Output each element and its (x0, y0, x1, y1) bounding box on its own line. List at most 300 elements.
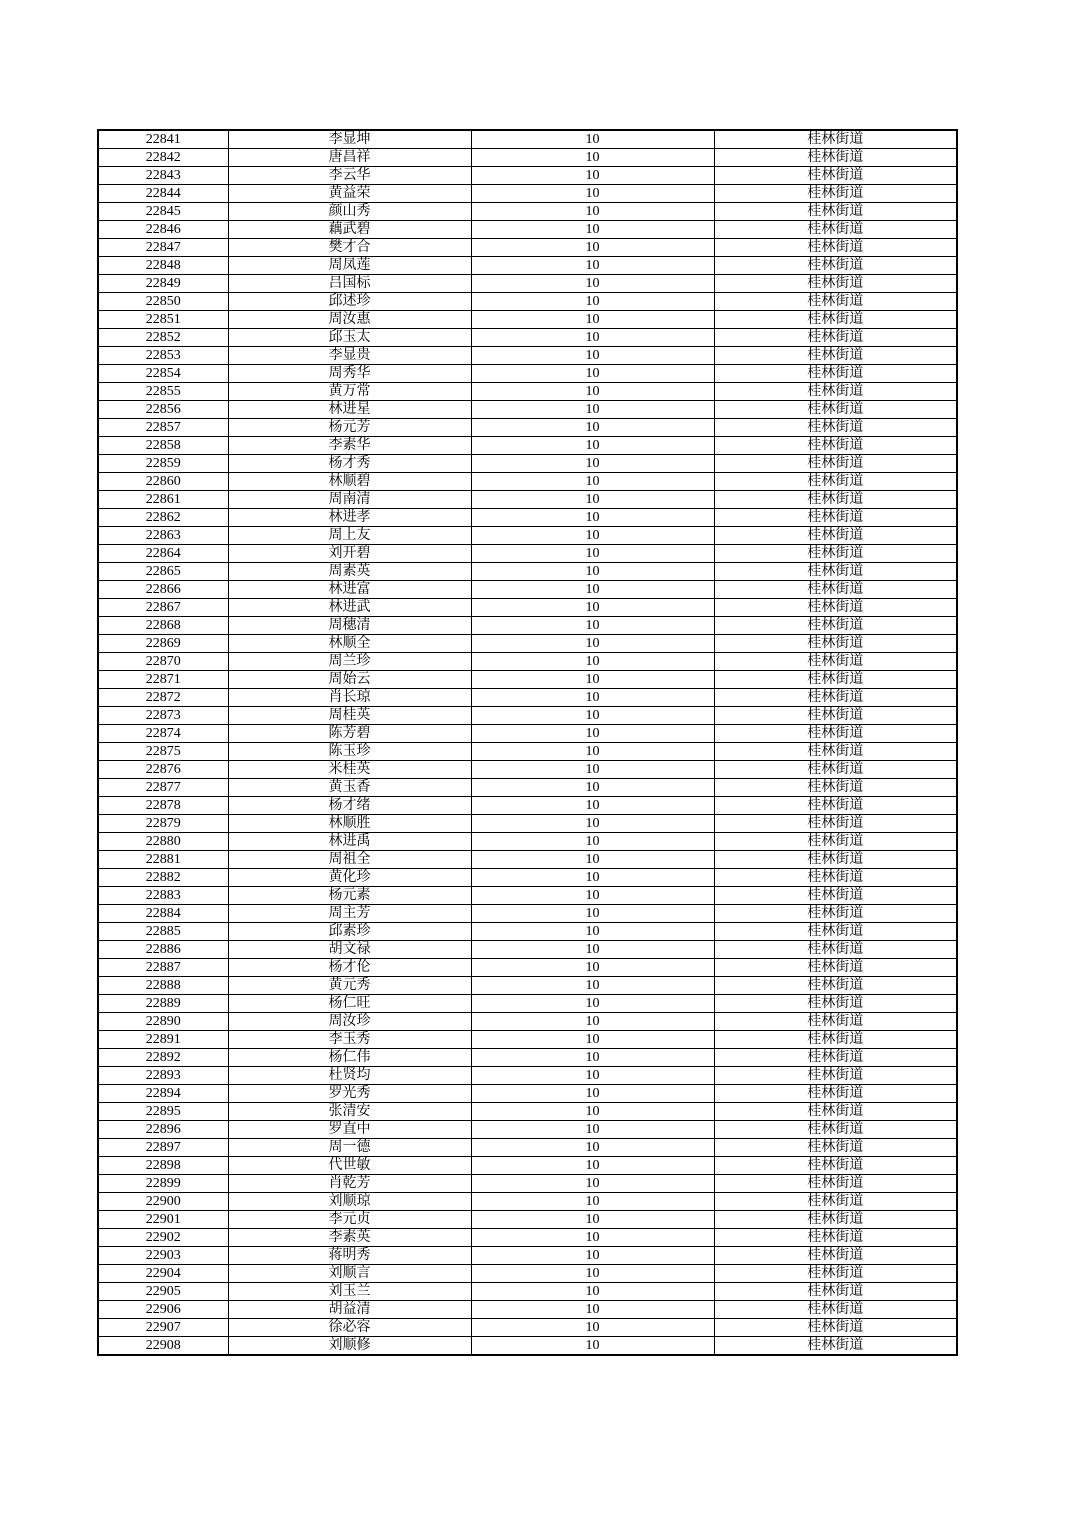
table-row (98, 617, 957, 635)
record-number-cell: 22841 (98, 130, 228, 149)
subdistrict-cell: 桂林街道 (714, 761, 957, 779)
record-number-cell: 22870 (98, 653, 228, 671)
table-row (98, 797, 957, 815)
amount-cell: 10 (471, 1211, 714, 1229)
amount-cell: 10 (471, 761, 714, 779)
record-number-cell: 22889 (98, 995, 228, 1013)
table-row (98, 383, 957, 401)
name-cell: 林进禹 (228, 833, 471, 851)
record-number-cell: 22884 (98, 905, 228, 923)
subdistrict-cell: 桂林街道 (714, 185, 957, 203)
amount-cell: 10 (471, 473, 714, 491)
name-cell: 杨才秀 (228, 455, 471, 473)
table-body (98, 130, 957, 1355)
subdistrict-cell: 桂林街道 (714, 1049, 957, 1067)
amount-cell: 10 (471, 383, 714, 401)
subdistrict-cell: 桂林街道 (714, 1067, 957, 1085)
name-cell: 周南清 (228, 491, 471, 509)
table-row (98, 221, 957, 239)
name-cell: 樊才合 (228, 239, 471, 257)
subdistrict-cell: 桂林街道 (714, 293, 957, 311)
subdistrict-cell: 桂林街道 (714, 995, 957, 1013)
record-number-cell: 22844 (98, 185, 228, 203)
name-cell: 杜贤均 (228, 1067, 471, 1085)
subdistrict-cell: 桂林街道 (714, 869, 957, 887)
subdistrict-cell: 桂林街道 (714, 1301, 957, 1319)
table-row (98, 1049, 957, 1067)
table-row (98, 1067, 957, 1085)
name-cell: 刘开碧 (228, 545, 471, 563)
name-cell: 周始云 (228, 671, 471, 689)
amount-cell: 10 (471, 437, 714, 455)
subdistrict-cell: 桂林街道 (714, 779, 957, 797)
name-cell: 林顺碧 (228, 473, 471, 491)
subdistrict-cell: 桂林街道 (714, 149, 957, 167)
amount-cell: 10 (471, 1085, 714, 1103)
name-cell: 刘顺言 (228, 1265, 471, 1283)
subdistrict-cell: 桂林街道 (714, 905, 957, 923)
record-number-cell: 22902 (98, 1229, 228, 1247)
amount-cell: 10 (471, 257, 714, 275)
table-row (98, 833, 957, 851)
subdistrict-cell: 桂林街道 (714, 1013, 957, 1031)
subdistrict-cell: 桂林街道 (714, 671, 957, 689)
amount-cell: 10 (471, 959, 714, 977)
subdistrict-cell: 桂林街道 (714, 707, 957, 725)
amount-cell: 10 (471, 671, 714, 689)
table-row (98, 1283, 957, 1301)
amount-cell: 10 (471, 599, 714, 617)
name-cell: 蒋明秀 (228, 1247, 471, 1265)
table-row (98, 491, 957, 509)
record-number-cell: 22892 (98, 1049, 228, 1067)
subdistrict-cell: 桂林街道 (714, 1247, 957, 1265)
record-number-cell: 22878 (98, 797, 228, 815)
table-row (98, 1121, 957, 1139)
record-number-cell: 22890 (98, 1013, 228, 1031)
amount-cell: 10 (471, 1229, 714, 1247)
subdistrict-cell: 桂林街道 (714, 635, 957, 653)
subdistrict-cell: 桂林街道 (714, 401, 957, 419)
record-number-cell: 22848 (98, 257, 228, 275)
record-number-cell: 22874 (98, 725, 228, 743)
amount-cell: 10 (471, 977, 714, 995)
record-number-cell: 22857 (98, 419, 228, 437)
record-number-cell: 22859 (98, 455, 228, 473)
table-row (98, 1265, 957, 1283)
amount-cell: 10 (471, 293, 714, 311)
record-number-cell: 22869 (98, 635, 228, 653)
subdistrict-cell: 桂林街道 (714, 1193, 957, 1211)
amount-cell: 10 (471, 581, 714, 599)
subdistrict-cell: 桂林街道 (714, 203, 957, 221)
name-cell: 罗光秀 (228, 1085, 471, 1103)
amount-cell: 10 (471, 545, 714, 563)
amount-cell: 10 (471, 635, 714, 653)
table-row (98, 977, 957, 995)
amount-cell: 10 (471, 1265, 714, 1283)
record-number-cell: 22853 (98, 347, 228, 365)
subdistrict-cell: 桂林街道 (714, 365, 957, 383)
record-number-cell: 22880 (98, 833, 228, 851)
amount-cell: 10 (471, 905, 714, 923)
subdistrict-cell: 桂林街道 (714, 221, 957, 239)
name-cell: 李素华 (228, 437, 471, 455)
record-number-cell: 22867 (98, 599, 228, 617)
table-row (98, 167, 957, 185)
record-number-cell: 22856 (98, 401, 228, 419)
amount-cell: 10 (471, 365, 714, 383)
table-row (98, 509, 957, 527)
name-cell: 黄元秀 (228, 977, 471, 995)
name-cell: 米桂英 (228, 761, 471, 779)
table-row (98, 689, 957, 707)
table-row (98, 185, 957, 203)
subdistrict-cell: 桂林街道 (714, 383, 957, 401)
table-row (98, 851, 957, 869)
record-number-cell: 22903 (98, 1247, 228, 1265)
record-number-cell: 22881 (98, 851, 228, 869)
name-cell: 周祖全 (228, 851, 471, 869)
name-cell: 林顺全 (228, 635, 471, 653)
subdistrict-cell: 桂林街道 (714, 797, 957, 815)
record-number-cell: 22899 (98, 1175, 228, 1193)
record-number-cell: 22888 (98, 977, 228, 995)
record-number-cell: 22875 (98, 743, 228, 761)
amount-cell: 10 (471, 347, 714, 365)
subdistrict-cell: 桂林街道 (714, 239, 957, 257)
record-number-cell: 22860 (98, 473, 228, 491)
subdistrict-cell: 桂林街道 (714, 311, 957, 329)
amount-cell: 10 (471, 743, 714, 761)
amount-cell: 10 (471, 455, 714, 473)
amount-cell: 10 (471, 1139, 714, 1157)
name-cell: 张清安 (228, 1103, 471, 1121)
subdistrict-cell: 桂林街道 (714, 1211, 957, 1229)
amount-cell: 10 (471, 509, 714, 527)
table-row (98, 347, 957, 365)
subdistrict-cell: 桂林街道 (714, 941, 957, 959)
amount-cell: 10 (471, 491, 714, 509)
table-row (98, 275, 957, 293)
record-number-cell: 22876 (98, 761, 228, 779)
amount-cell: 10 (471, 1049, 714, 1067)
table-row (98, 311, 957, 329)
name-cell: 唐昌祥 (228, 149, 471, 167)
name-cell: 林进星 (228, 401, 471, 419)
amount-cell: 10 (471, 923, 714, 941)
amount-cell: 10 (471, 707, 714, 725)
amount-cell: 10 (471, 1319, 714, 1337)
record-number-cell: 22846 (98, 221, 228, 239)
record-number-cell: 22882 (98, 869, 228, 887)
subdistrict-cell: 桂林街道 (714, 491, 957, 509)
name-cell: 颜山秀 (228, 203, 471, 221)
record-number-cell: 22898 (98, 1157, 228, 1175)
table-row (98, 365, 957, 383)
table-row (98, 581, 957, 599)
record-number-cell: 22906 (98, 1301, 228, 1319)
record-number-cell: 22855 (98, 383, 228, 401)
subdistrict-cell: 桂林街道 (714, 257, 957, 275)
subdistrict-cell: 桂林街道 (714, 689, 957, 707)
record-number-cell: 22900 (98, 1193, 228, 1211)
table-row (98, 1175, 957, 1193)
record-number-cell: 22901 (98, 1211, 228, 1229)
name-cell: 肖乾芳 (228, 1175, 471, 1193)
subdistrict-cell: 桂林街道 (714, 851, 957, 869)
table-row (98, 1031, 957, 1049)
record-number-cell: 22847 (98, 239, 228, 257)
subdistrict-cell: 桂林街道 (714, 275, 957, 293)
table-row (98, 455, 957, 473)
table-row (98, 941, 957, 959)
amount-cell: 10 (471, 149, 714, 167)
table-row (98, 563, 957, 581)
amount-cell: 10 (471, 239, 714, 257)
subdistrict-cell: 桂林街道 (714, 563, 957, 581)
name-cell: 刘顺修 (228, 1337, 471, 1356)
subdistrict-cell: 桂林街道 (714, 1139, 957, 1157)
name-cell: 杨才伦 (228, 959, 471, 977)
record-number-cell: 22904 (98, 1265, 228, 1283)
name-cell: 代世敏 (228, 1157, 471, 1175)
subdistrict-cell: 桂林街道 (714, 581, 957, 599)
name-cell: 周兰珍 (228, 653, 471, 671)
subdistrict-cell: 桂林街道 (714, 545, 957, 563)
amount-cell: 10 (471, 1103, 714, 1121)
amount-cell: 10 (471, 779, 714, 797)
subdistrict-cell: 桂林街道 (714, 1031, 957, 1049)
table-row (98, 1193, 957, 1211)
record-number-cell: 22845 (98, 203, 228, 221)
table-row (98, 671, 957, 689)
name-cell: 邱玉太 (228, 329, 471, 347)
amount-cell: 10 (471, 167, 714, 185)
table-row (98, 1247, 957, 1265)
name-cell: 李素英 (228, 1229, 471, 1247)
name-cell: 胡益清 (228, 1301, 471, 1319)
record-number-cell: 22873 (98, 707, 228, 725)
subdistrict-cell: 桂林街道 (714, 1157, 957, 1175)
table-row (98, 707, 957, 725)
table-row (98, 905, 957, 923)
record-number-cell: 22849 (98, 275, 228, 293)
table-row (98, 1139, 957, 1157)
table-row (98, 653, 957, 671)
amount-cell: 10 (471, 329, 714, 347)
amount-cell: 10 (471, 1337, 714, 1356)
subdistrict-cell: 桂林街道 (714, 1319, 957, 1337)
amount-cell: 10 (471, 221, 714, 239)
name-cell: 林进孝 (228, 509, 471, 527)
table-row (98, 1103, 957, 1121)
subdistrict-cell: 桂林街道 (714, 1283, 957, 1301)
amount-cell: 10 (471, 815, 714, 833)
name-cell: 周穗清 (228, 617, 471, 635)
amount-cell: 10 (471, 851, 714, 869)
name-cell: 杨元芳 (228, 419, 471, 437)
table-row (98, 1157, 957, 1175)
name-cell: 罗直中 (228, 1121, 471, 1139)
subdistrict-cell: 桂林街道 (714, 455, 957, 473)
amount-cell: 10 (471, 833, 714, 851)
record-number-cell: 22868 (98, 617, 228, 635)
record-number-cell: 22887 (98, 959, 228, 977)
subdistrict-cell: 桂林街道 (714, 1337, 957, 1356)
name-cell: 林进武 (228, 599, 471, 617)
amount-cell: 10 (471, 563, 714, 581)
name-cell: 邱素珍 (228, 923, 471, 941)
amount-cell: 10 (471, 311, 714, 329)
table-row (98, 1085, 957, 1103)
amount-cell: 10 (471, 1247, 714, 1265)
record-number-cell: 22843 (98, 167, 228, 185)
table-row (98, 149, 957, 167)
table-row (98, 1013, 957, 1031)
table-row (98, 329, 957, 347)
table-row (98, 239, 957, 257)
table-row (98, 725, 957, 743)
subdistrict-cell: 桂林街道 (714, 1229, 957, 1247)
name-cell: 周汝珍 (228, 1013, 471, 1031)
table-row (98, 815, 957, 833)
subdistrict-cell: 桂林街道 (714, 653, 957, 671)
amount-cell: 10 (471, 869, 714, 887)
record-number-cell: 22864 (98, 545, 228, 563)
table-row (98, 599, 957, 617)
subdistrict-cell: 桂林街道 (714, 743, 957, 761)
record-number-cell: 22896 (98, 1121, 228, 1139)
subdistrict-cell: 桂林街道 (714, 1175, 957, 1193)
record-number-cell: 22871 (98, 671, 228, 689)
amount-cell: 10 (471, 1283, 714, 1301)
amount-cell: 10 (471, 203, 714, 221)
amount-cell: 10 (471, 995, 714, 1013)
name-cell: 邱述珍 (228, 293, 471, 311)
subdistrict-cell: 桂林街道 (714, 833, 957, 851)
subdistrict-cell: 桂林街道 (714, 1265, 957, 1283)
table-row (98, 869, 957, 887)
amount-cell: 10 (471, 725, 714, 743)
record-number-cell: 22866 (98, 581, 228, 599)
amount-cell: 10 (471, 401, 714, 419)
record-number-cell: 22858 (98, 437, 228, 455)
amount-cell: 10 (471, 419, 714, 437)
subdistrict-cell: 桂林街道 (714, 1085, 957, 1103)
name-cell: 周桂英 (228, 707, 471, 725)
table-row (98, 527, 957, 545)
name-cell: 杨仁伟 (228, 1049, 471, 1067)
table-row (98, 1319, 957, 1337)
record-number-cell: 22863 (98, 527, 228, 545)
name-cell: 黄益荣 (228, 185, 471, 203)
table-row (98, 923, 957, 941)
amount-cell: 10 (471, 887, 714, 905)
table-row (98, 779, 957, 797)
amount-cell: 10 (471, 1301, 714, 1319)
record-number-cell: 22897 (98, 1139, 228, 1157)
table-row (98, 959, 957, 977)
record-number-cell: 22861 (98, 491, 228, 509)
amount-cell: 10 (471, 1193, 714, 1211)
name-cell: 黄万常 (228, 383, 471, 401)
record-number-cell: 22872 (98, 689, 228, 707)
record-number-cell: 22877 (98, 779, 228, 797)
record-number-cell: 22851 (98, 311, 228, 329)
table-row (98, 887, 957, 905)
record-number-cell: 22850 (98, 293, 228, 311)
name-cell: 周凤莲 (228, 257, 471, 275)
amount-cell: 10 (471, 1031, 714, 1049)
name-cell: 李显贵 (228, 347, 471, 365)
amount-cell: 10 (471, 797, 714, 815)
name-cell: 周素英 (228, 563, 471, 581)
subdistrict-cell: 桂林街道 (714, 725, 957, 743)
subdistrict-cell: 桂林街道 (714, 167, 957, 185)
table-row (98, 401, 957, 419)
name-cell: 林进富 (228, 581, 471, 599)
table-row (98, 761, 957, 779)
subdistrict-cell: 桂林街道 (714, 977, 957, 995)
name-cell: 刘玉兰 (228, 1283, 471, 1301)
subdistrict-cell: 桂林街道 (714, 815, 957, 833)
record-number-cell: 22842 (98, 149, 228, 167)
name-cell: 周一德 (228, 1139, 471, 1157)
subdistrict-cell: 桂林街道 (714, 437, 957, 455)
amount-cell: 10 (471, 1013, 714, 1031)
table-row (98, 257, 957, 275)
table-row (98, 545, 957, 563)
subdistrict-cell: 桂林街道 (714, 509, 957, 527)
name-cell: 杨才绪 (228, 797, 471, 815)
record-number-cell: 22907 (98, 1319, 228, 1337)
table-row (98, 293, 957, 311)
record-number-cell: 22852 (98, 329, 228, 347)
name-cell: 李云华 (228, 167, 471, 185)
table-row (98, 437, 957, 455)
table-row (98, 995, 957, 1013)
amount-cell: 10 (471, 185, 714, 203)
record-number-cell: 22908 (98, 1337, 228, 1356)
name-cell: 李显坤 (228, 130, 471, 149)
name-cell: 李元贞 (228, 1211, 471, 1229)
amount-cell: 10 (471, 941, 714, 959)
amount-cell: 10 (471, 653, 714, 671)
record-number-cell: 22886 (98, 941, 228, 959)
subdistrict-cell: 桂林街道 (714, 887, 957, 905)
amount-cell: 10 (471, 527, 714, 545)
name-cell: 陈芳碧 (228, 725, 471, 743)
subdistrict-cell: 桂林街道 (714, 347, 957, 365)
name-cell: 周秀华 (228, 365, 471, 383)
name-cell: 周主芳 (228, 905, 471, 923)
name-cell: 周汝惠 (228, 311, 471, 329)
table-row (98, 203, 957, 221)
subdistrict-cell: 桂林街道 (714, 1121, 957, 1139)
record-number-cell: 22854 (98, 365, 228, 383)
amount-cell: 10 (471, 275, 714, 293)
name-cell: 林顺胜 (228, 815, 471, 833)
amount-cell: 10 (471, 1121, 714, 1139)
subdistrict-cell: 桂林街道 (714, 473, 957, 491)
name-cell: 杨仁旺 (228, 995, 471, 1013)
amount-cell: 10 (471, 1067, 714, 1085)
subdistrict-cell: 桂林街道 (714, 959, 957, 977)
record-number-cell: 22894 (98, 1085, 228, 1103)
name-cell: 藕武碧 (228, 221, 471, 239)
subdistrict-cell: 桂林街道 (714, 130, 957, 149)
